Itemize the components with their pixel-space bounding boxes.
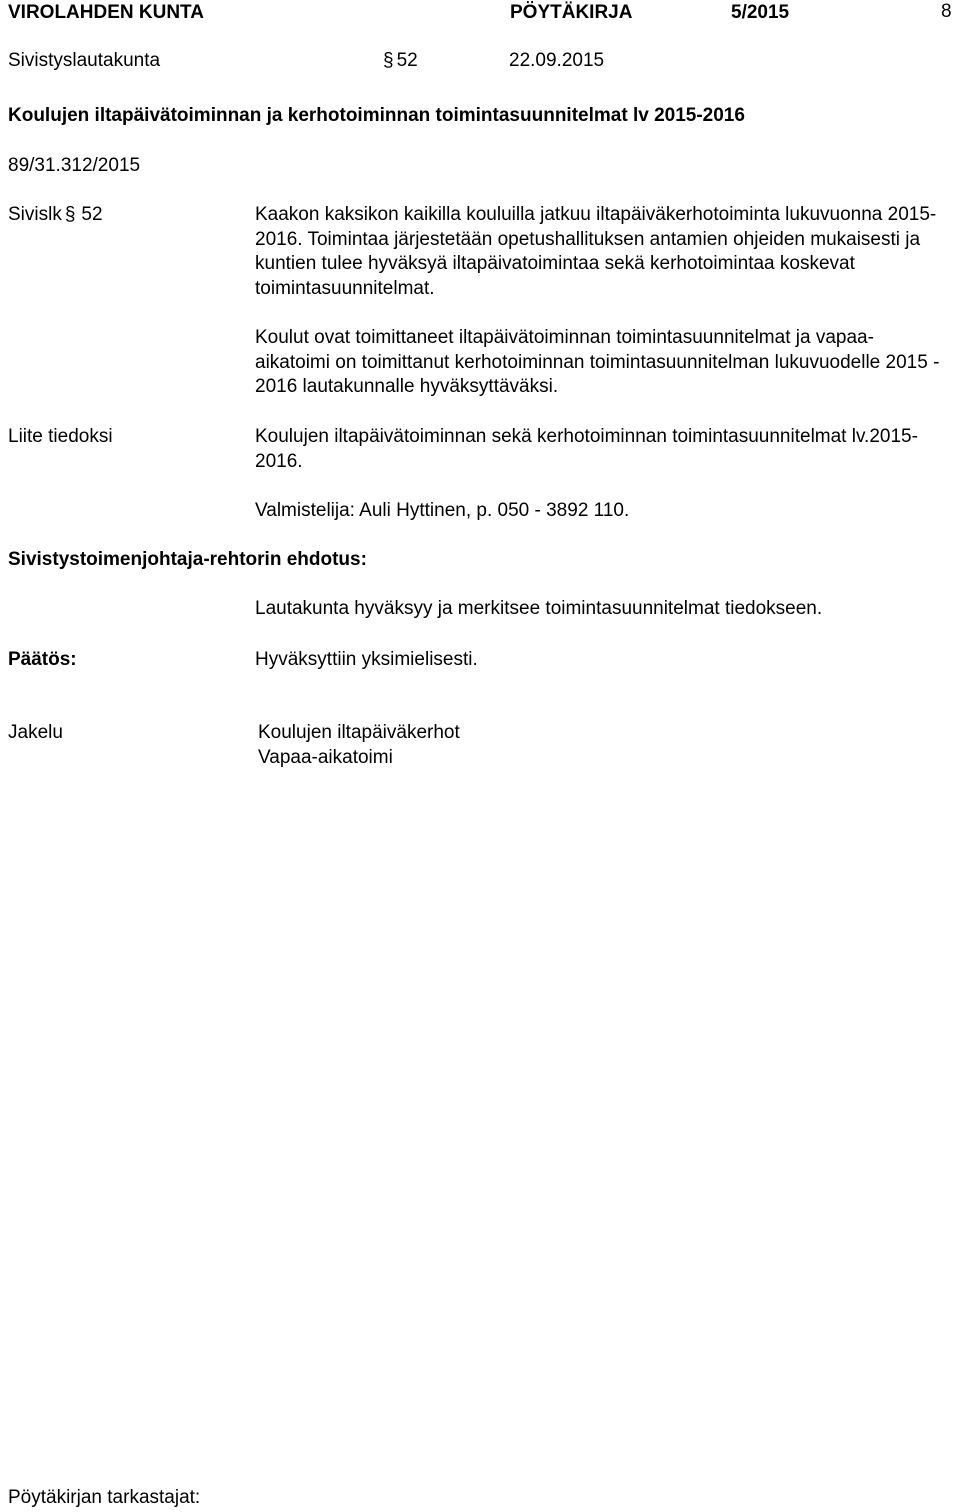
attachment-label: Liite tiedoksi: [8, 426, 113, 447]
board-name: Sivistyslautakunta: [8, 50, 161, 71]
case-reference: 89/31.312/2015: [8, 155, 141, 176]
case-body-2: [255, 326, 945, 400]
decision-label: Päätös:: [8, 649, 77, 670]
case-label-prefix: Sivislk: [8, 204, 62, 225]
attachment-text: Koulujen iltapäivätoiminnan sekä kerhotoiminnan toimintasuunnitelmat lv.2015-2016.: [255, 426, 918, 472]
case-label: [8, 203, 103, 228]
distribution-list: [258, 721, 460, 770]
distribution-recipient: Koulujen iltapäiväkerhot: [258, 722, 460, 743]
page-number: 8: [941, 1, 952, 22]
proposal-text: Lautakunta hyväksyy ja merkitsee toimintasuunnitelmat tiedokseen.: [255, 598, 823, 619]
meeting-date: 22.09.2015: [509, 50, 605, 71]
document-number: 5/2015: [731, 2, 790, 23]
distribution-label: Jakelu: [8, 722, 63, 743]
case-label-number: 52: [81, 204, 103, 225]
proposal-label: Sivistystoimenjohtaja-rehtorin ehdotus:: [8, 549, 367, 570]
preparer-info: Valmistelija: Auli Hyttinen, p. 050 - 3892 110.: [255, 500, 630, 521]
section-sign-icon: §: [383, 50, 394, 71]
section-header: [383, 49, 418, 74]
case-paragraph-2: Koulut ovat toimittaneet iltapäivätoiminnan toimintasuunnitelmat ja vapaa-aikatoimi on toimittanut kerhotoiminnan toimintasuunnitelman lukuvuodelle 2015 - 2016 lautakunnalle hyväksyttäväksi.: [255, 327, 940, 397]
document-type: PÖYTÄKIRJA: [510, 2, 633, 23]
section-sign-icon: §: [64, 204, 76, 225]
decision-text: Hyväksyttiin yksimielisesti.: [255, 649, 478, 670]
distribution-recipient: Vapaa-aikatoimi: [258, 746, 393, 768]
case-body: [255, 203, 945, 301]
case-paragraph-1: Kaakon kaksikon kaikilla kouluilla jatkuu iltapäiväkerhotoiminta lukuvuonna 2015-2016. Toimintaa järjestetään opetushallituksen antamien ohjeiden mukaisesti ja kuntien tulee hyväksyä iltapäivatoimintaa sekä kerhotoimintaa koskevat toimintasuunnitelmat.: [255, 204, 937, 299]
section-number: 52: [396, 50, 418, 71]
municipality-name: VIROLAHDEN KUNTA: [8, 2, 204, 23]
page-title: Koulujen iltapäivätoiminnan ja kerhotoiminnan toimintasuunnitelmat lv 2015-2016: [8, 105, 745, 126]
reviewers-label: Pöytäkirjan tarkastajat:: [8, 1487, 201, 1508]
